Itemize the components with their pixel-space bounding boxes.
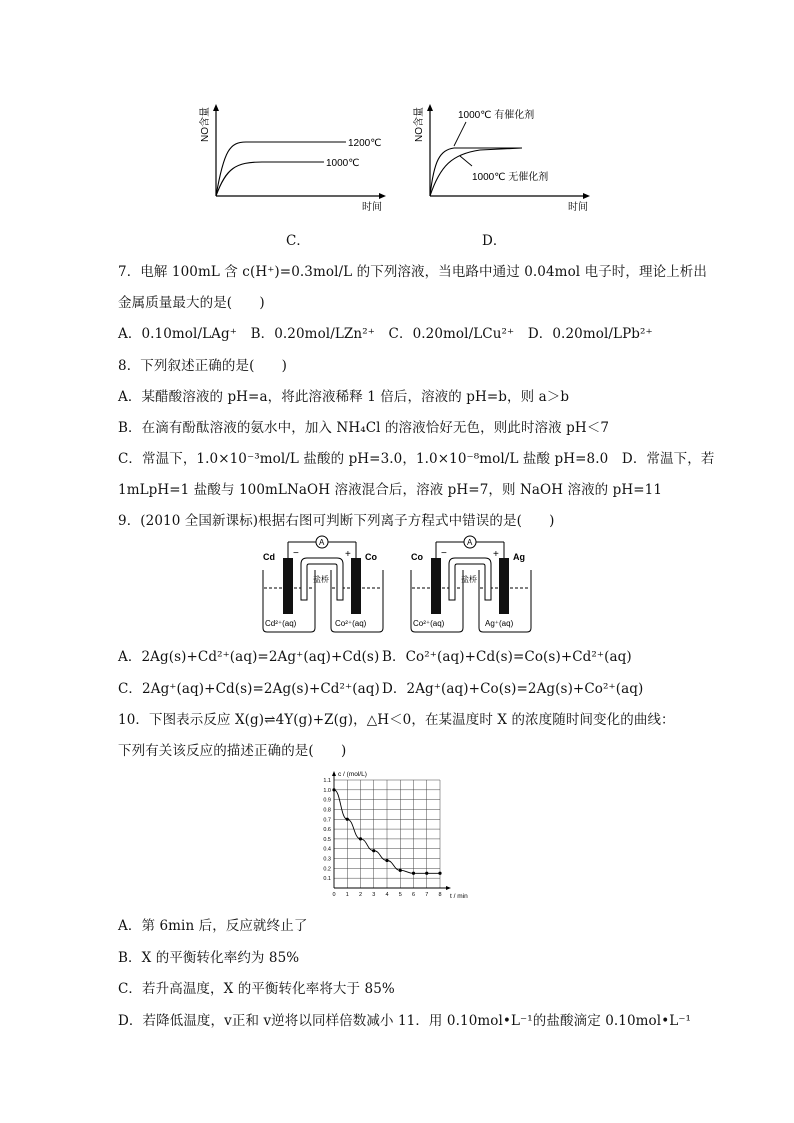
- chart-x-tick-label: 0: [332, 892, 336, 898]
- cell-1-ammeter-label: A: [319, 538, 325, 547]
- q8-option-a: A．某醋酸溶液的 pH=a，将此溶液稀释 1 倍后，溶液的 pH=b，则 a＞b: [118, 389, 570, 405]
- chart-y-tick-label: 0.4: [323, 846, 331, 853]
- chart-x-axis-arrow: [446, 886, 451, 890]
- graph-d-y-arrow: [427, 104, 433, 111]
- graph-d-xlabel: 时间: [568, 202, 588, 213]
- graph-c-label-1200: 1200℃: [348, 138, 382, 149]
- chart-y-axis-arrow: [332, 771, 336, 776]
- chart-x-tick-label: 4: [385, 892, 389, 898]
- q10-option-b: B．X 的平衡转化率约为 85%: [118, 950, 300, 966]
- chart-y-tick-label: 0.6: [323, 827, 331, 834]
- chart-axes: [332, 771, 451, 890]
- cell-2-left-electrode-label: Co: [411, 552, 423, 562]
- q8-option-b: B．在滴有酚酞溶液的氨水中，加入 NH₄Cl 的溶液恰好无色，则此时溶液 pH＜7: [118, 420, 610, 436]
- q9-option-a: A．2Ag(s)+Cd²⁺(aq)=2Ag⁺(aq)+Cd(s): [118, 649, 380, 665]
- concentration-time-chart: [310, 768, 480, 902]
- cell-2: [411, 536, 531, 632]
- q9-option-c: C．2Ag⁺(aq)+Cd(s)=2Ag(s)+Cd²⁺(aq): [118, 681, 380, 697]
- cell-1-right-solution-label: Co²⁺(aq): [335, 619, 367, 628]
- graph-d-pointer-1: [454, 122, 466, 146]
- cell-1-electrode-left: [283, 558, 293, 614]
- chart-data-point: [412, 872, 415, 875]
- chart-y-tick-label: 0.3: [323, 856, 331, 863]
- chart-y-tick-label: 1.0: [323, 787, 331, 794]
- q10-option-d: D．若降低温度，v正和 v逆将以同样倍数减小 11．用 0.10mol•L⁻¹的盐酸滴定 0.10mol•L⁻¹: [118, 1013, 692, 1029]
- chart-x-tick-label: 2: [358, 892, 363, 898]
- graph-c-caption: C．: [286, 233, 311, 249]
- q10-stem-line2: 下列有关该反应的描述正确的是( ): [118, 743, 347, 759]
- chart-x-tick-label: 1: [345, 892, 349, 898]
- graph-d-ylabel: NO含量: [414, 107, 425, 142]
- chart-y-tick-label: 0.9: [323, 797, 331, 804]
- chart-x-tick-label: 8: [438, 892, 442, 898]
- cell-1-minus: −: [293, 548, 299, 559]
- cell-1-right-electrode-label: Co: [365, 552, 377, 562]
- cell-2-bridge-label: 盐桥: [461, 575, 477, 584]
- q8-option-cd: C．常温下，1.0×10⁻³mol/L 盐酸的 pH=3.0，1.0×10⁻⁸mol/L 盐酸 pH=8.0 D．常温下，若: [118, 451, 715, 467]
- cell-1: [263, 536, 383, 632]
- chart-tick-labels: [323, 778, 441, 898]
- chart-y-tick-label: 1.1: [323, 778, 331, 784]
- chart-data-point: [359, 837, 362, 840]
- galvanic-cells-figure: [255, 530, 535, 636]
- cell-1-electrode-right: [351, 558, 361, 614]
- cell-2-electrode-right: [499, 558, 509, 614]
- chart-y-tick-label: 0.7: [323, 817, 331, 824]
- graph-c-curve-1200: [216, 142, 346, 196]
- chart-x-tick-label: 7: [425, 892, 429, 898]
- graph-d-pointer-2: [460, 156, 472, 166]
- chart-data-point: [385, 859, 388, 862]
- cell-2-left-solution-label: Co²⁺(aq): [413, 619, 445, 628]
- chart-ylabel: c / (mol/L): [338, 771, 367, 778]
- cell-2-plus: +: [493, 549, 499, 560]
- cell-1-bridge-label: 盐桥: [313, 575, 329, 584]
- q7-options: A．0.10mol/LAg⁺ B．0.20mol/LZn²⁺ C．0.20mol/LCu²⁺ D．0.20mol/LPb²⁺: [118, 326, 653, 342]
- cell-1-left-solution-label: Cd²⁺(aq): [265, 619, 297, 628]
- cell-2-electrode-left: [431, 558, 441, 614]
- chart-xlabel: t / min: [450, 893, 468, 900]
- graph-c-curve-1000: [216, 162, 324, 196]
- graph-c-xlabel: 时间: [362, 202, 382, 213]
- q8-stem: 8．下列叙述正确的是( ): [118, 358, 288, 374]
- q10-stem-line1: 10．下图表示反应 X(g)⇌4Y(g)+Z(g)，△H＜0，在某温度时 X 的浓度随时间变化的曲线：: [118, 712, 675, 728]
- chart-data-point: [372, 849, 375, 852]
- chart-x-tick-label: 5: [398, 892, 402, 898]
- cell-2-right-electrode-label: Ag: [513, 552, 525, 562]
- graph-c-y-arrow: [213, 104, 219, 111]
- q9-option-b: B．Co²⁺(aq)+Cd(s)=Co(s)+Cd²⁺(aq): [382, 649, 632, 665]
- chart-data-point: [438, 872, 441, 875]
- q10-option-c: C．若升高温度，X 的平衡转化率将大于 85%: [118, 981, 395, 997]
- chart-y-tick-label: 0.2: [323, 866, 331, 873]
- cell-1-plus: +: [345, 549, 351, 560]
- chart-y-tick-label: 0.8: [323, 807, 331, 814]
- chart-x-tick-label: 6: [411, 892, 416, 898]
- cell-2-minus: −: [441, 548, 447, 559]
- q7-stem-line1: 7．电解 100mL 含 c(H⁺)=0.3mol/L 的下列溶液，当电路中通过 0.04mol 电子时，理论上析出: [118, 264, 708, 280]
- cell-2-right-solution-label: Ag⁺(aq): [485, 619, 514, 628]
- q10-option-a: A．第 6min 后，反应就终止了: [118, 918, 308, 934]
- graph-c-x-arrow: [379, 193, 386, 199]
- chart-data-point: [399, 869, 402, 872]
- graph-c-label-1000: 1000℃: [326, 158, 360, 169]
- q7-stem-line2: 金属质量最大的是( ): [118, 295, 265, 311]
- cell-1-left-electrode-label: Cd: [263, 552, 275, 562]
- chart-data-point: [332, 788, 335, 791]
- chart-grid: [334, 780, 440, 888]
- chart-y-tick-label: 0.1: [323, 876, 331, 883]
- graph-c: [196, 100, 396, 216]
- graph-d-caption: D．: [482, 233, 507, 249]
- graph-d-label-no-catalyst: 1000℃ 无催化剂: [472, 172, 549, 183]
- graph-d-x-arrow: [583, 193, 590, 199]
- q9-stem: 9．(2010 全国新课标)根据右图可判断下列离子方程式中错误的是( ): [118, 513, 555, 529]
- chart-x-tick-label: 3: [372, 892, 376, 898]
- q8-option-d-cont: 1mLpH=1 盐酸与 100mLNaOH 溶液混合后，溶液 pH=7，则 NaOH 溶液的 pH=11: [118, 482, 663, 498]
- cell-2-ammeter-label: A: [467, 538, 473, 547]
- chart-y-tick-label: 0.5: [323, 836, 331, 843]
- q9-option-d: D．2Ag⁺(aq)+Co(s)=2Ag(s)+Co²⁺(aq): [382, 681, 644, 697]
- graph-d-label-catalyst: 1000℃ 有催化剂: [458, 110, 535, 121]
- graph-d: [410, 100, 600, 216]
- chart-data-point: [425, 872, 428, 875]
- graph-c-ylabel: NO含量: [200, 107, 211, 142]
- chart-data-point: [346, 818, 349, 821]
